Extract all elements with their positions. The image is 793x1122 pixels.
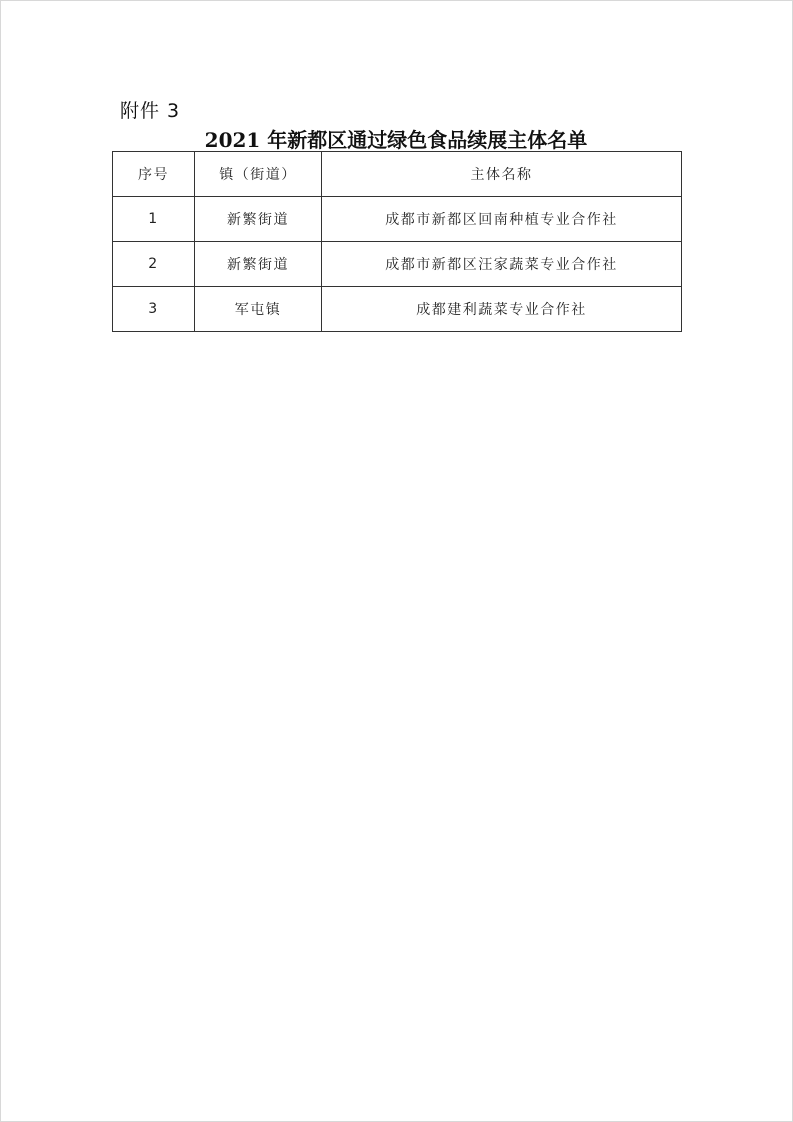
cell-entity-name: 成都市新都区回南种植专业合作社 — [322, 197, 682, 242]
cell-entity-name: 成都建利蔬菜专业合作社 — [322, 287, 682, 332]
table-header-row — [113, 152, 682, 197]
header-entity-name: 主体名称 — [322, 152, 682, 197]
cell-town: 新繁街道 — [195, 242, 322, 287]
table-row — [113, 242, 682, 287]
header-index: 序号 — [113, 152, 195, 197]
table-row — [113, 287, 682, 332]
entity-table — [112, 151, 682, 332]
cell-entity-name: 成都市新都区汪家蔬菜专业合作社 — [322, 242, 682, 287]
cell-index: 2 — [113, 242, 195, 287]
cell-town: 新繁街道 — [195, 197, 322, 242]
header-town: 镇（街道） — [195, 152, 322, 197]
cell-town: 军屯镇 — [195, 287, 322, 332]
attachment-label: 附件 3 — [120, 100, 181, 122]
table-row — [113, 197, 682, 242]
cell-index: 1 — [113, 197, 195, 242]
cell-index: 3 — [113, 287, 195, 332]
document-title: 2021 年新都区通过绿色食品续展主体名单 — [204, 128, 588, 152]
